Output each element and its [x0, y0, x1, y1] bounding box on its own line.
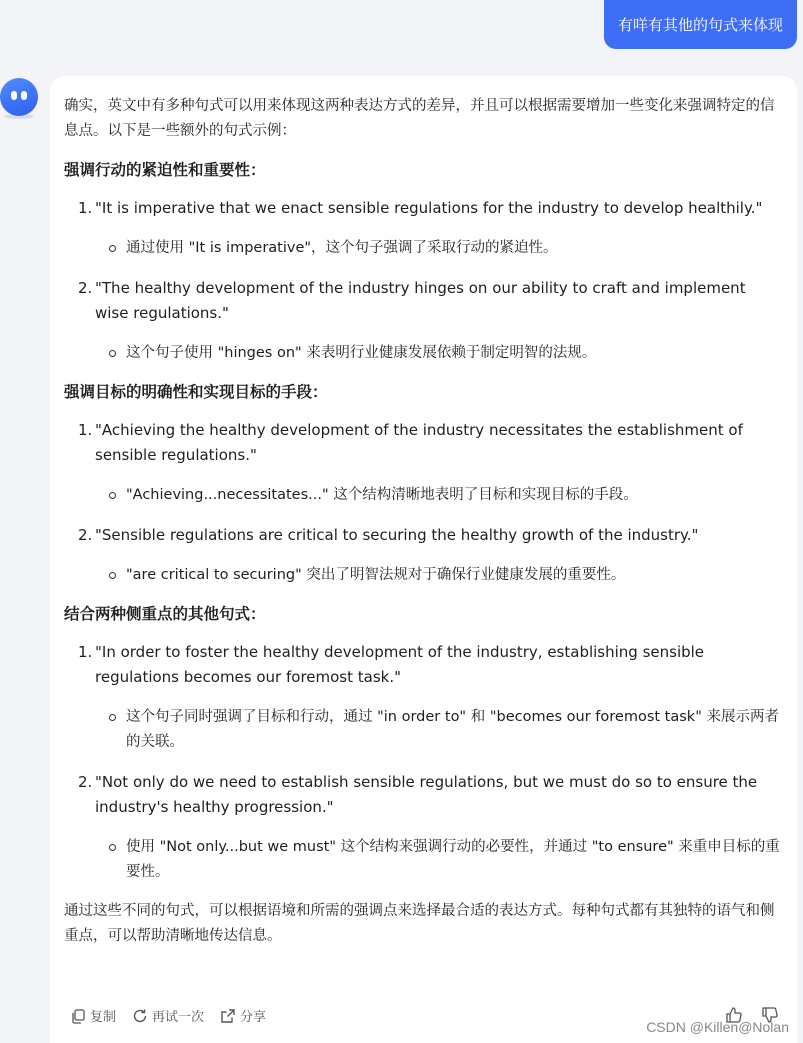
retry-button[interactable]: 再试一次 [132, 1006, 204, 1025]
bullet-circle-icon [109, 714, 116, 721]
refresh-icon [132, 1008, 148, 1024]
copy-icon [70, 1008, 86, 1024]
message-actions [70, 1006, 266, 1025]
list-note: 通过使用 "It is imperative"，这个句子强调了采取行动的紧迫性。 [64, 236, 783, 261]
watermark: CSDN @Killen@Nolan [646, 1019, 789, 1035]
section-list [64, 196, 783, 366]
example-sentence: "It is imperative that we enact sensible regulations for the industry to develop healthily." [95, 199, 763, 217]
copy-button[interactable]: 复制 [70, 1006, 116, 1025]
bullet-circle-icon [109, 572, 116, 579]
example-sentence: "Not only do we need to establish sensible regulations, but we must do so to ensure the industry's healthy progression." [95, 773, 758, 816]
list-item: 2. "Not only do we need to establish sensible regulations, but we must do so to ensure the industry's healthy progression." [78, 773, 758, 816]
list-item: 2. "The healthy development of the industry hinges on our ability to craft and implement wise regulations." [78, 279, 746, 322]
example-sentence: "Achieving the healthy development of the industry necessitates the establishment of sensible regulations." [95, 421, 743, 464]
section-list [64, 640, 783, 885]
bot-avatar-icon [0, 78, 38, 116]
share-icon [220, 1008, 236, 1024]
response-conclusion: 通过这些不同的句式，可以根据语境和所需的强调点来选择最合适的表达方式。每种句式都有其独特的语气和侧重点，可以帮助清晰地传达信息。 [64, 903, 775, 944]
section-heading: 结合两种侧重点的其他句式： [64, 605, 266, 623]
bullet-circle-icon [109, 245, 116, 252]
list-item: 1. "Achieving the healthy development of the industry necessitates the establishment of sensible regulations." [78, 421, 743, 464]
user-message-bubble [604, 0, 797, 49]
example-sentence: "Sensible regulations are critical to securing the healthy growth of the industry." [95, 526, 699, 544]
section-list [64, 418, 783, 588]
bot-response-card [50, 76, 797, 1043]
example-sentence: "In order to foster the healthy development of the industry, establishing sensible regulations becomes our foremost task." [95, 643, 705, 686]
list-item: 1. "It is imperative that we enact sensible regulations for the industry to develop healthily." [78, 199, 763, 217]
list-note: "Achieving...necessitates..." 这个结构清晰地表明了目标和实现目标的手段。 [64, 483, 783, 508]
bullet-circle-icon [109, 844, 116, 851]
list-note: 这个句子使用 "hinges on" 来表明行业健康发展依赖于制定明智的法规。 [64, 341, 783, 366]
bullet-circle-icon [109, 492, 116, 499]
example-sentence: "The healthy development of the industry hinges on our ability to craft and implement wise regulations." [95, 279, 746, 322]
response-intro: 确实，英文中有多种句式可以用来体现这两种表达方式的差异，并且可以根据需要增加一些变化来强调特定的信息点。以下是一些额外的句式示例： [64, 98, 775, 139]
share-button[interactable]: 分享 [220, 1006, 266, 1025]
user-message-text: 有咩有其他的句式来体现 [617, 16, 783, 34]
section-heading: 强调目标的明确性和实现目标的手段： [64, 383, 328, 401]
list-item: 2. "Sensible regulations are critical to securing the healthy growth of the industry." [78, 526, 699, 544]
bullet-circle-icon [109, 350, 116, 357]
list-note: "are critical to securing" 突出了明智法规对于确保行业健康发展的重要性。 [64, 563, 783, 588]
list-note: 这个句子同时强调了目标和行动，通过 "in order to" 和 "becomes our foremost task" 来展示两者的关联。 [64, 705, 783, 755]
list-note: 使用 "Not only...but we must" 这个结构来强调行动的必要性，并通过 "to ensure" 来重申目标的重要性。 [64, 835, 783, 885]
section-heading: 强调行动的紧迫性和重要性： [64, 161, 266, 179]
list-item: 1. "In order to foster the healthy development of the industry, establishing sensible regulations becomes our foremost task." [78, 643, 705, 686]
